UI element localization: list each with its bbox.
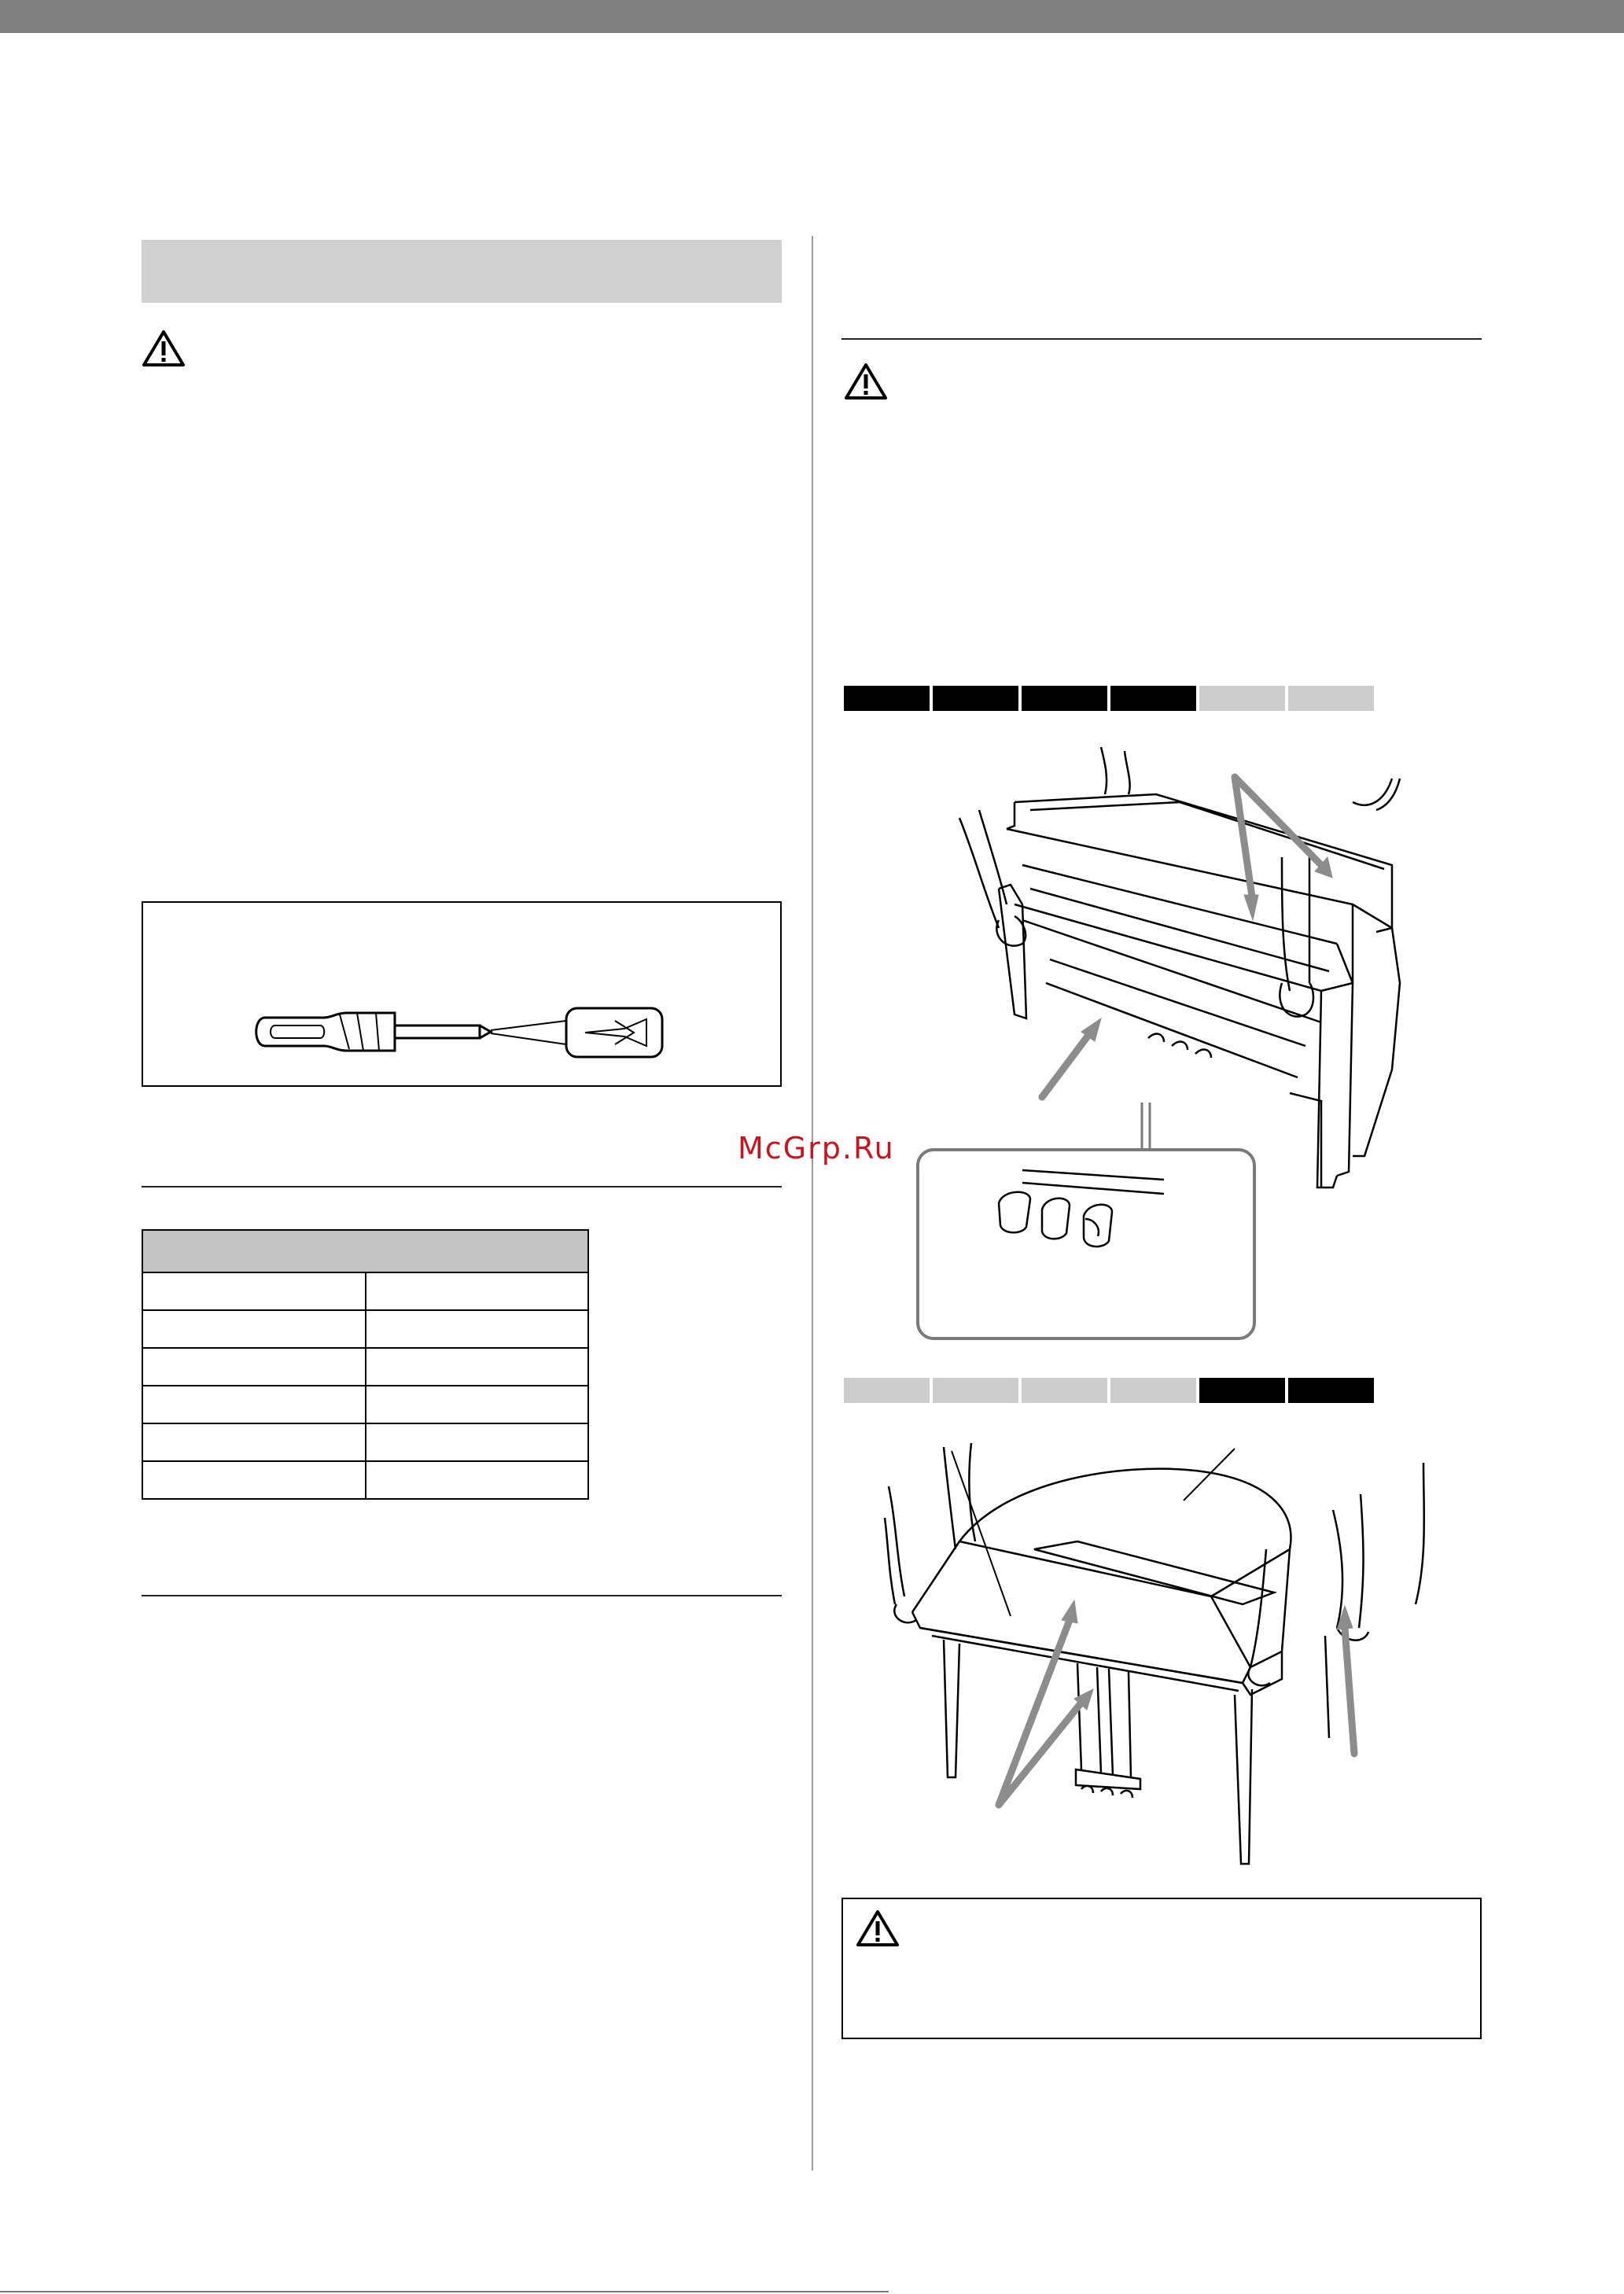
model-segment bbox=[1199, 1378, 1285, 1403]
model-segment bbox=[1110, 686, 1196, 711]
model-segment bbox=[1288, 1378, 1374, 1403]
spec-table-header bbox=[142, 1230, 588, 1272]
caution-box bbox=[841, 1898, 1482, 2039]
table-row bbox=[142, 1423, 588, 1461]
column-divider bbox=[812, 236, 813, 2171]
section-rule bbox=[841, 338, 1482, 340]
pedal-detail-callout bbox=[912, 1101, 1258, 1345]
table-row bbox=[142, 1310, 588, 1348]
warning-icon bbox=[856, 1909, 900, 1948]
grand-piano-lift-illustration bbox=[873, 1439, 1439, 1880]
model-segment bbox=[1022, 1378, 1107, 1403]
model-segment bbox=[844, 686, 930, 711]
warning-icon bbox=[844, 362, 888, 401]
required-tool-box bbox=[142, 901, 782, 1087]
section-heading-band bbox=[142, 240, 782, 303]
top-bar bbox=[0, 0, 1624, 33]
model-segment bbox=[933, 686, 1018, 711]
model-segment bbox=[844, 1378, 930, 1403]
model-segment bbox=[1022, 686, 1107, 711]
model-segment bbox=[1110, 1378, 1196, 1403]
section-rule bbox=[142, 1595, 782, 1596]
model-segment bbox=[933, 1378, 1018, 1403]
model-segment bbox=[1288, 686, 1374, 711]
spec-table bbox=[142, 1229, 589, 1500]
footer-rule bbox=[0, 2291, 889, 2292]
table-row bbox=[142, 1386, 588, 1423]
table-row bbox=[142, 1272, 588, 1310]
section-rule bbox=[142, 1186, 782, 1188]
screwdriver-icon bbox=[143, 903, 780, 1085]
watermark: McGrp.Ru bbox=[738, 1131, 895, 1165]
table-row bbox=[142, 1461, 588, 1499]
table-row bbox=[142, 1348, 588, 1386]
warning-icon bbox=[142, 329, 186, 368]
model-segment bbox=[1199, 686, 1285, 711]
